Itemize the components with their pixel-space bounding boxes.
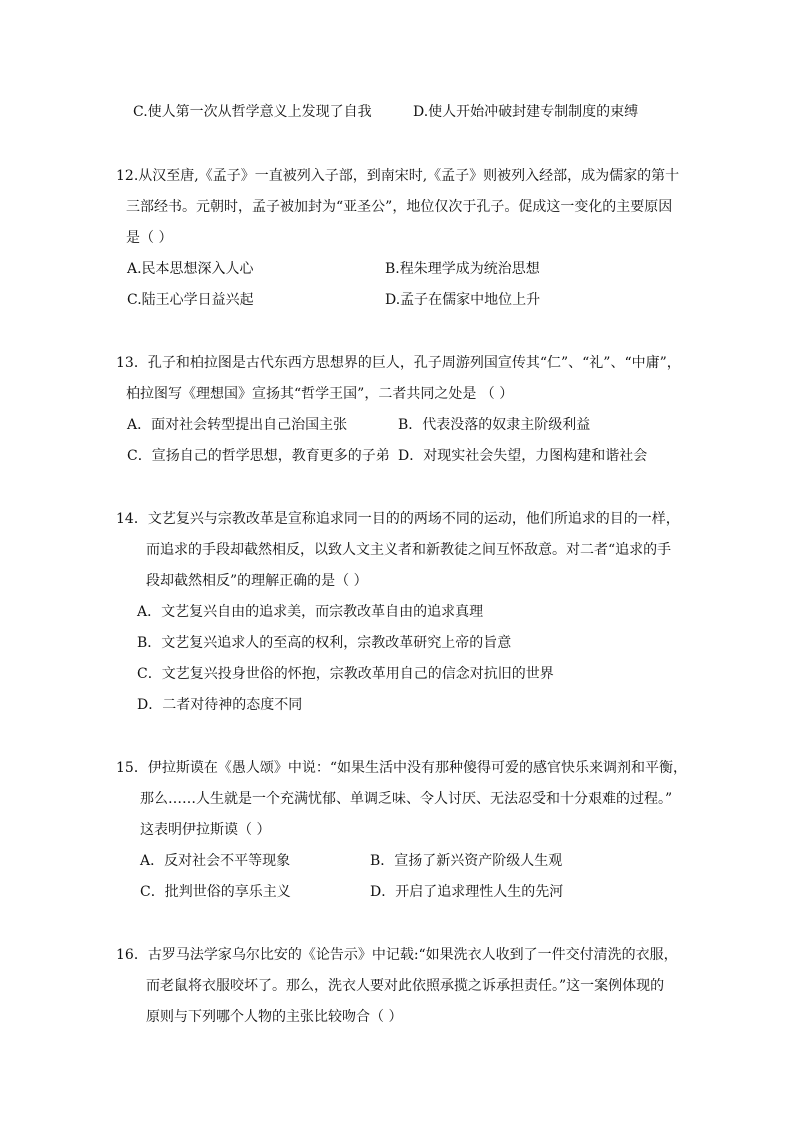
option-c: C．批判世俗的享乐主义 xyxy=(140,884,291,900)
option-b: B.程朱理学成为统治思想 xyxy=(385,261,540,277)
option-c: C.陆王心学日益兴起 xyxy=(127,292,254,308)
question-text-line: 16．古罗马法学家乌尔比安的《论告示》中记载:“如果洗衣人收到了一件交付清洗的衣服， xyxy=(116,947,678,963)
option-d: D.孟子在儒家中地位上升 xyxy=(385,292,541,308)
option-a: A．反对社会不平等现象 xyxy=(140,853,291,869)
question-text-line: 是（ ） xyxy=(126,230,173,246)
option-d: D.使人开始冲破封建专制制度的束缚 xyxy=(413,104,639,120)
question-text-line: 14．文艺复兴与宗教改革是宣称追求同一目的的两场不同的运动，他们所追求的目的一样， xyxy=(116,511,680,527)
option-d: D．对现实社会失望，力图构建和谐社会 xyxy=(398,448,648,464)
option-b: B．代表没落的奴隶主阶级利益 xyxy=(398,417,591,433)
question-text-line: 15．伊拉斯谟在《愚人颂》中说：“如果生活中没有那种傻得可爱的感官快乐来调剂和平衡， xyxy=(116,760,687,776)
option-c: C.使人第一次从哲学意义上发现了自我 xyxy=(133,104,372,120)
option-b: B．宣扬了新兴资产阶级人生观 xyxy=(370,853,563,869)
question-text-line: 12.从汉至唐,《孟子》一直被列入子部，到南宋时,《孟子》则被列入经部，成为儒家的第十 xyxy=(116,168,680,184)
question-text-line: 那么……人生就是一个充满忧郁、单调乏味、令人讨厌、无法忍受和十分艰难的过程。” xyxy=(140,791,673,807)
option-d: D．二者对待神的态度不同 xyxy=(137,697,303,713)
option-d: D．开启了追求理性人生的先河 xyxy=(370,884,564,900)
question-text-line: 三部经书。元朝时，孟子被加封为“亚圣公”，地位仅次于孔子。促成这一变化的主要原因 xyxy=(126,199,673,215)
question-text-line: 柏拉图写《理想国》宣扬其“哲学王国”，二者共同之处是 （ ） xyxy=(126,386,514,402)
option-c: C．宣扬自己的哲学思想，教育更多的子弟 xyxy=(127,448,390,464)
question-text-line: 而老鼠将衣服咬坏了。那么，洗衣人要对此依照承揽之诉承担责任。”这一案例体现的 xyxy=(146,978,665,994)
option-c: C．文艺复兴投身世俗的怀抱，宗教改革用自己的信念对抗旧的世界 xyxy=(137,666,554,682)
question-text-line: 原则与下列哪个人物的主张比较吻合（ ） xyxy=(146,1009,403,1025)
question-text-line: 这表明伊拉斯谟（ ） xyxy=(140,822,271,838)
question-text-line: 段却截然相反”的理解正确的是（ ） xyxy=(146,573,368,589)
option-a: A．面对社会转型提出自己治国主张 xyxy=(127,417,348,433)
option-a: A.民本思想深入人心 xyxy=(127,261,254,277)
option-a: A．文艺复兴自由的追求美，而宗教改革自由的追求真理 xyxy=(137,604,484,620)
question-text-line: 13．孔子和柏拉图是古代东西方思想界的巨人，孔子周游列国宣传其“仁”、“礼”、“中庸”， xyxy=(116,355,681,371)
question-text-line: 而追求的手段却截然相反，以致人文主义者和新教徒之间互怀敌意。对二者“追求的手 xyxy=(146,542,672,558)
option-b: B．文艺复兴追求人的至高的权利，宗教改革研究上帝的旨意 xyxy=(137,635,512,651)
